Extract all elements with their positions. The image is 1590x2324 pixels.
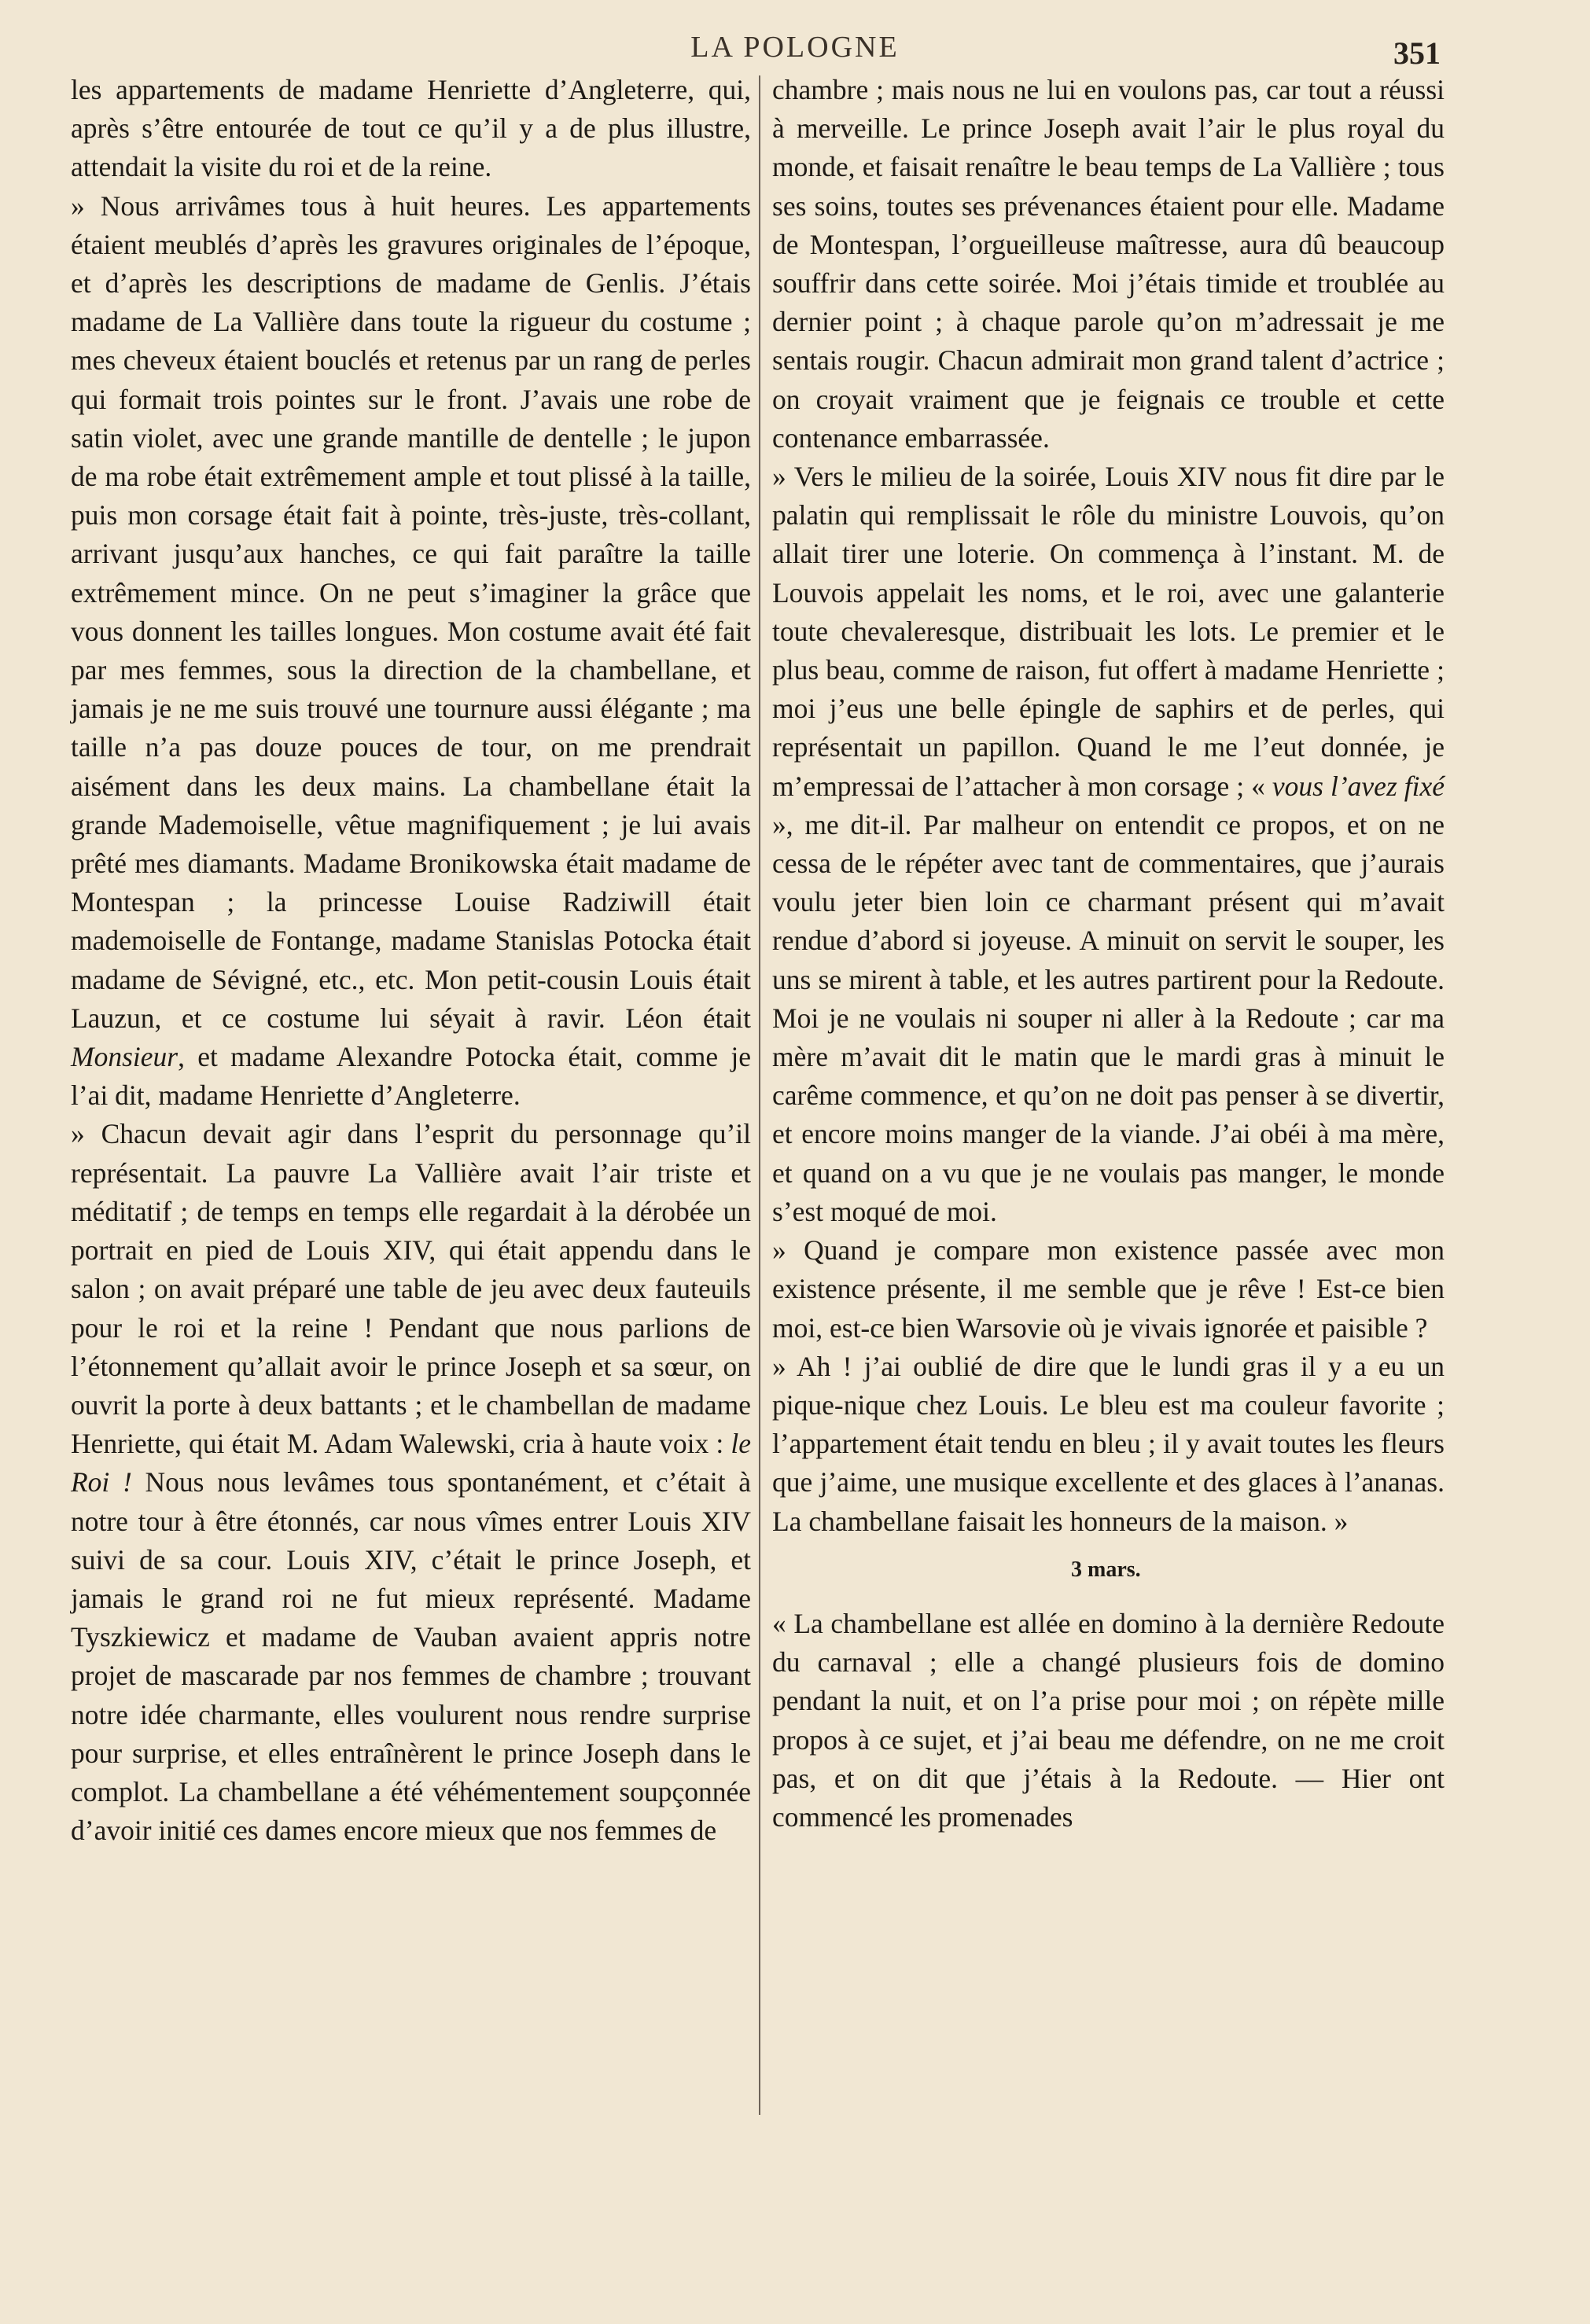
right-column [772,71,1445,1837]
column-divider [759,75,760,2115]
dateline: 3 mars. [1071,1557,1141,1582]
paragraph: « La chambellane est allée en domino à la dernière Redoute du carnaval ; elle a changé plusieurs fois de domino pendant la nuit, et on l’a prise pour moi ; on répète mille propos à ce sujet, et j’ai beau me défendre, on ne me croit pas, et on dit que j’étais à la Redoute. — Hier ont commencé les promenades [772,1607,1445,1833]
paragraph: les appartements de madame Henriette d’Angleterre, qui, après s’être entourée de tout ce qu’il y a de plus illustre, attendait la visite du roi et de la reine. [71,74,751,183]
left-column [71,71,751,1850]
paragraph: » Quand je compare mon existence passée avec mon existence présente, il me semble que je rêve ! Est-ce bien moi, est-ce bien Warsovie où je vivais ignorée et paisible ? [772,1234,1445,1344]
running-title: LA POLOGNE [690,31,900,64]
paragraph: » Ah ! j’ai oublié de dire que le lundi gras il y a eu un pique-nique chez Louis. Le bleu est ma couleur favorite ; l’appartement était tendu en bleu ; il y avait toutes les fleurs que j’aime, une musique excellente et des glaces à l’ananas. La chambellane faisait les honneurs de la maison. » [772,1350,1445,1537]
paragraph: » Vers le milieu de la soirée, Louis XIV nous fit dire par le palatin qui remplissait le rôle du ministre Louvois, qu’on allait tirer une loterie. On commença à l’instant. M. de Louvois appelait les noms, et le roi, avec une galanterie toute chevaleresque, distribuait les lots. Le premier et le plus beau, comme de raison, fut offert à madame Henriette ; moi j’eus une belle épingle de saphirs et de perles, qui représentait un papillon. Quand le me l’eut donnée, je m’empressai de l’attacher à mon corsage ; « vous l’avez fixé », me dit-il. Par malheur on entendit ce propos, et on ne cessa de le répéter avec tant de commentaires, que j’aurais voulu jeter bien loin ce charmant présent qui m’avait rendue d’abord si joyeuse. A minuit on servit le souper, les uns se mirent à table, et les autres partirent pour la Redoute. Moi je ne voulais ni souper ni aller à la Redoute ; car ma mère m’avait dit le matin que le mardi gras à minuit le carême commence, et qu’on ne doit pas penser à se divertir, et encore moins manger de la viande. J’ai obéi à ma mère, et quand on a vu que je ne voulais pas manger, le monde s’est moqué de moi. [772,461,1445,1227]
paragraph: » Nous arrivâmes tous à huit heures. Les appartements étaient meublés d’après les gravures originales de l’époque, et d’après les descriptions de madame de Genlis. J’étais madame de La Vallière dans toute la rigueur du costume ; mes cheveux étaient bouclés et retenus par un rang de perles qui formait trois pointes sur le front. J’avais une robe de satin violet, avec une grande mantille de dentelle ; le jupon de ma robe était extrêmement ample et tout plissé à la taille, puis mon corsage était fait à pointe, très-juste, très-collant, arrivant jusqu’aux hanches, ce qui fait paraître la taille extrêmement mince. On ne peut s’imaginer la grâce que vous donnent les tailles longues. Mon costume avait été fait par mes femmes, sous la direction de la chambellane, et jamais je ne me suis trouvé une tournure aussi élégante ; ma taille n’a pas douze pouces de tour, on me prendrait aisément dans les deux mains. La chambellane était la grande Mademoiselle, vêtue magnifiquement ; je lui avais prêté mes diamants. Madame Bronikowska était madame de Montespan ; la princesse Louise Radziwill était mademoiselle de Fontange, madame Stanislas Potocka était madame de Sévigné, etc., etc. Mon petit-cousin Louis était Lauzun, et ce costume lui séyait à ravir. Léon était Monsieur, et madame Alexandre Potocka était, comme je l’ai dit, madame Henriette d’Angleterre. [71,189,751,1112]
paragraph: » Chacun devait agir dans l’esprit du personnage qu’il représentait. La pauvre La Vallière avait l’air triste et méditatif ; de temps en temps elle regardait à la dérobée un portrait en pied de Louis XIV, qui était appendu dans le salon ; on avait préparé une table de jeu avec deux fauteuils pour le roi et la reine ! Pendant que nous parlions de l’étonnement qu’allait avoir le prince Joseph et sa sœur, on ouvrit la porte à deux battants ; et le chambellan de madame Henriette, qui était M. Adam Walewski, cria à haute voix : le Roi ! Nous nous levâmes tous spontanément, et c’était à notre tour à être étonnés, car nous vîmes entrer Louis XIV suivi de sa cour. Louis XIV, c’était le prince Joseph, et jamais le grand roi ne fut mieux représenté. Madame Tyszkiewicz et madame de Vauban avaient appris notre projet de mascarade par nos femmes de chambre ; trouvant notre idée charmante, elles voulurent nous rendre surprise pour surprise, et elles entraînèrent le prince Joseph dans le complot. La chambellane a été véhémentement soupçonnée d’avoir initié ces dames encore mieux que nos femmes de [71,1118,752,1847]
paragraph: chambre ; mais nous ne lui en voulons pas, car tout a réussi à merveille. Le prince Joseph avait l’air le plus royal du monde, et faisait renaître le beau temps de La Vallière ; tous ses soins, toutes ses prévenances étaient pour elle. Madame de Montespan, l’orgueilleuse maîtresse, aura dû beaucoup souffrir dans cette soirée. Moi j’étais timide et troublée au dernier point ; à chaque parole qu’on m’adressait je me sentais rougir. Chacun admirait mon grand talent d’actrice ; on croyait vraiment que je feignais ce trouble et cette contenance embarrassée. [772,74,1445,454]
page-number: 351 [1393,35,1441,71]
